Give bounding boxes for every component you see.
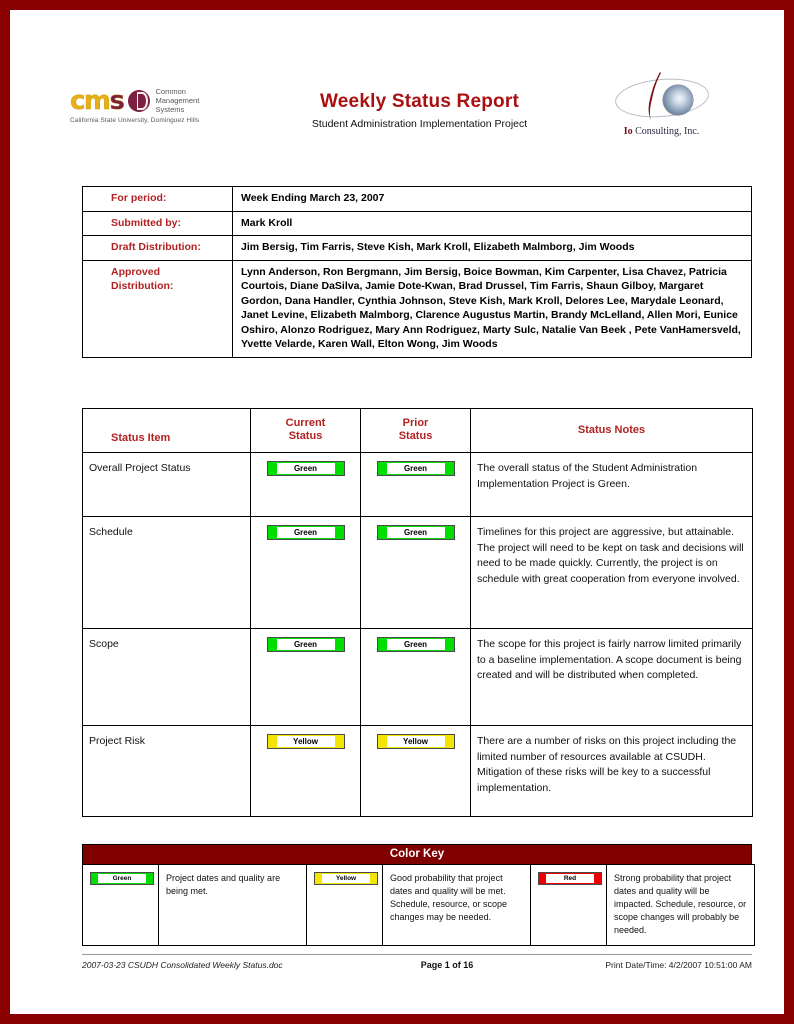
page-content [10,10,784,1014]
current-status-cell [251,517,361,629]
document-header [70,65,724,145]
status-badge-label: Green [387,527,445,538]
report-info-table [82,186,752,358]
status-badge-label: Yellow [277,736,335,747]
table-row [83,726,753,817]
info-label-for-period: For period: [83,187,233,212]
column-header-prior-line1: Prior [402,417,429,429]
status-item-label: Scope [83,629,251,726]
info-value-draft-distribution: Jim Bersig, Tim Farris, Steve Kish, Mark Kroll, Elizabeth Malmborg, Jim Woods [233,236,752,261]
page-subtitle: Student Administration Implementation Project [311,118,528,130]
color-key-title: Color Key [82,844,752,864]
status-badge [267,525,345,540]
status-badge [267,637,345,652]
footer-page-number: Page 1 of 16 [420,960,474,970]
io-logo-name [599,126,724,137]
status-table-body [83,453,753,817]
status-badge [538,872,602,885]
status-item-label: Project Risk [83,726,251,817]
status-badge-label: Yellow [322,874,370,883]
column-header-prior-line2: Status [398,430,433,442]
cms-subline-3: Systems [155,105,185,114]
status-badge-label: Green [277,463,335,474]
current-status-cell [251,629,361,726]
table-row [83,187,752,212]
status-badge [267,734,345,749]
io-logo-mark [603,69,721,125]
status-badge [90,872,154,885]
cms-subline-2: Management [155,96,200,105]
status-badge-label: Green [387,463,445,474]
cms-circle-icon [128,90,150,112]
info-label-draft-distribution: Draft Distribution: [83,236,233,261]
color-key-badge-cell-green [83,865,159,946]
table-row [83,211,752,236]
status-badge [267,461,345,476]
color-key-body [83,865,755,946]
status-badge [377,525,455,540]
prior-status-cell [361,453,471,517]
status-badge-label: Red [546,874,594,883]
color-key-table [82,864,755,946]
status-table [82,408,753,817]
cms-logo-top [70,87,270,114]
swoosh-icon [647,71,663,121]
report-info-body [83,187,752,358]
column-header-prior-status [361,409,471,453]
cms-sublines [154,87,200,114]
color-key-description-red: Strong probability that project dates and quality will be impacted. Schedule, resource, or scope changes will probably be needed. [607,865,755,946]
status-table-head [83,409,753,453]
title-block [240,65,599,130]
status-notes-cell: The overall status of the Student Administration Implementation Project is Green. [471,453,753,517]
current-status-cell [251,726,361,817]
status-badge-label: Green [387,639,445,650]
info-value-for-period: Week Ending March 23, 2007 [233,187,752,212]
status-notes-cell: Timelines for this project are aggressive, but attainable. The project will need to be kept on task and decisions will need to be made quickly. Currently, the project is on schedule with great cooperation from everyone involved. [471,517,753,629]
prior-status-cell [361,629,471,726]
column-header-current-line1: Current [285,417,326,429]
color-key-badge-cell-red [531,865,607,946]
info-value-submitted-by: Mark Kroll [233,211,752,236]
table-row [83,260,752,357]
table-row [83,629,753,726]
status-badge-label: Green [277,527,335,538]
column-header-status-notes: Status Notes [471,409,753,453]
color-key-badge-cell-yellow [307,865,383,946]
status-item-label: Overall Project Status [83,453,251,517]
table-row [83,453,753,517]
status-badge [377,461,455,476]
table-row [83,517,753,629]
status-item-label: Schedule [83,517,251,629]
status-notes-cell: There are a number of risks on this project including the limited number of resources available at CSUDH. Mitigation of these risks will be key to a successful implementation. [471,726,753,817]
prior-status-cell [361,517,471,629]
status-badge-label: Green [98,874,146,883]
info-label-approved-distribution: Approved Distribution: [83,260,233,357]
cms-subline-1: Common [155,87,186,96]
footer-print-info: Print Date/Time: 4/2/2007 10:51:00 AM [605,960,752,970]
table-row [83,865,755,946]
cms-logo [70,65,270,124]
column-header-current-status [251,409,361,453]
cms-wordmark-text: cms [70,85,124,116]
info-label-submitted-by: Submitted by: [83,211,233,236]
color-key-description-green: Project dates and quality are being met. [159,865,307,946]
sphere-icon [663,85,693,115]
color-key-description-yellow: Good probability that project dates and quality will be met. Schedule, resource, or scope changes may be needed. [383,865,531,946]
status-badge-label: Yellow [387,736,445,747]
color-key-section [82,844,752,946]
column-header-current-line2: Status [288,430,323,442]
status-badge-label: Green [277,639,335,650]
page-title: Weekly Status Report [320,91,519,112]
io-logo-name-bold: Io [623,126,633,137]
current-status-cell [251,453,361,517]
info-value-approved-distribution: Lynn Anderson, Ron Bergmann, Jim Bersig, Boice Bowman, Kim Carpenter, Lisa Chavez, Patricia Courtois, Diane DaSilva, Jamie Dote-Kwan, Brad Drussel, Tim Farris, Shaun Gilboy, Margaret Gordon, Dana Handler, Cynthia Johnson, Steve Kish, Mark Kroll, Delores Lee, Marydale Leonard, Janet Levine, Elizabeth Malmborg, Clarence Augustus Martin, Brandy McLelland, Allen Mori, Eunice Oshiro, Alonzo Rodriguez, Mary Ann Rodriguez, Marty Sulc, Natalie Van Beek , Pete VanHamersveld, Yvette Velarde, Karen Wall, Elton Wong, Jim Woods [233,260,752,357]
io-consulting-logo [599,65,724,143]
footer-file-name: 2007-03-23 CSUDH Consolidated Weekly Status.doc [82,960,283,970]
status-notes-cell: The scope for this project is fairly narrow limited primarily to a baseline implementation. A scope document is being created and will be distributed when completed. [471,629,753,726]
status-badge [377,734,455,749]
table-row [83,236,752,261]
status-header-row [83,409,753,453]
page-footer [82,954,752,970]
io-logo-name-rest: Consulting, Inc. [632,126,700,137]
cms-tagline: California State University, Dominguez Hills [70,117,200,124]
status-badge [314,872,378,885]
status-badge [377,637,455,652]
prior-status-cell [361,726,471,817]
column-header-status-item: Status Item [83,409,251,453]
